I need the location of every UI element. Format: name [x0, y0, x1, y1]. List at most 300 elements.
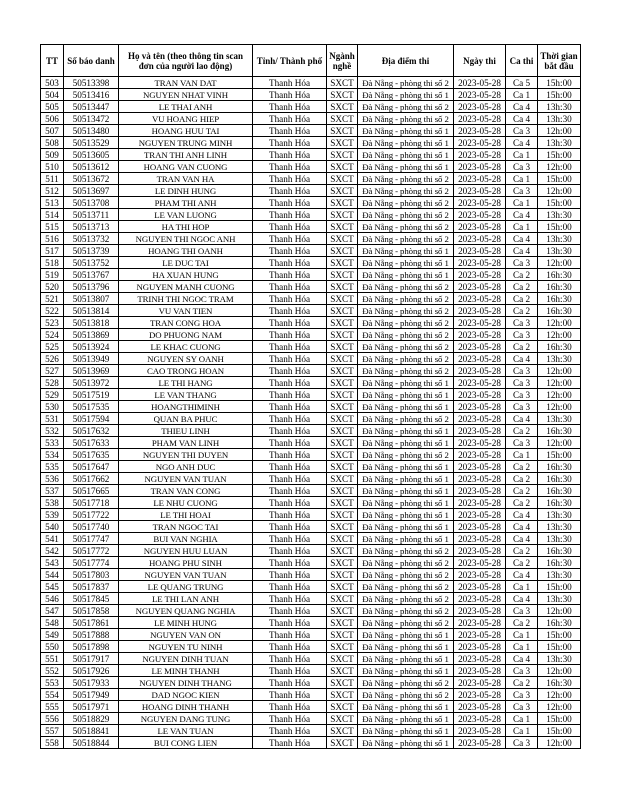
cell-ngay-thi: 2023-05-28 — [454, 509, 506, 521]
cell-dia-diem-thi: Đà Nẵng - phòng thi số 2 — [358, 221, 454, 233]
cell-ho-ten: NGUYEN VAN TUAN — [119, 569, 253, 581]
table-row — [41, 545, 581, 557]
cell-ca-thi: Ca 3 — [506, 389, 538, 401]
table-row — [41, 689, 581, 701]
cell-ho-ten: TRAN VAN HA — [119, 173, 253, 185]
cell-ca-thi: Ca 4 — [506, 113, 538, 125]
cell-tt: 544 — [41, 569, 64, 581]
cell-ca-thi: Ca 3 — [506, 329, 538, 341]
cell-tt: 537 — [41, 485, 64, 497]
cell-tinh-thanh-pho: Thanh Hóa — [253, 173, 327, 185]
cell-dia-diem-thi: Đà Nẵng - phòng thi số 1 — [358, 533, 454, 545]
cell-ngay-thi: 2023-05-28 — [454, 689, 506, 701]
table-row — [41, 197, 581, 209]
cell-tinh-thanh-pho: Thanh Hóa — [253, 473, 327, 485]
cell-dia-diem-thi: Đà Nẵng - phòng thi số 1 — [358, 125, 454, 137]
cell-tt: 503 — [41, 77, 64, 89]
table-row — [41, 77, 581, 89]
cell-ho-ten: HOANGTHIMINH — [119, 401, 253, 413]
cell-ho-ten: NGUYEN VAN TUAN — [119, 473, 253, 485]
cell-dia-diem-thi: Đà Nẵng - phòng thi số 1 — [358, 389, 454, 401]
cell-tinh-thanh-pho: Thanh Hóa — [253, 725, 327, 737]
header-row — [41, 45, 581, 77]
cell-so-bao-danh: 50513767 — [64, 269, 119, 281]
cell-ngay-thi: 2023-05-28 — [454, 365, 506, 377]
cell-tinh-thanh-pho: Thanh Hóa — [253, 713, 327, 725]
cell-so-bao-danh: 50513697 — [64, 185, 119, 197]
cell-thoi-gian-bat-dau: 15h:00 — [538, 629, 581, 641]
table-row — [41, 509, 581, 521]
cell-ca-thi: Ca 2 — [506, 677, 538, 689]
cell-ho-ten: LE THI LAN ANH — [119, 593, 253, 605]
cell-nganh-nghe: SXCT — [327, 737, 358, 749]
cell-nganh-nghe: SXCT — [327, 665, 358, 677]
header-ca-thi: Ca thi — [506, 45, 538, 77]
cell-tt: 513 — [41, 197, 64, 209]
cell-so-bao-danh: 50513924 — [64, 341, 119, 353]
cell-ho-ten: HOANG DINH THANH — [119, 701, 253, 713]
cell-ngay-thi: 2023-05-28 — [454, 629, 506, 641]
cell-tinh-thanh-pho: Thanh Hóa — [253, 509, 327, 521]
cell-nganh-nghe: SXCT — [327, 317, 358, 329]
cell-ca-thi: Ca 4 — [506, 653, 538, 665]
cell-so-bao-danh: 50517633 — [64, 437, 119, 449]
table-row — [41, 353, 581, 365]
cell-ngay-thi: 2023-05-28 — [454, 677, 506, 689]
cell-ho-ten: HOANG PHU SINH — [119, 557, 253, 569]
cell-ca-thi: Ca 3 — [506, 701, 538, 713]
cell-thoi-gian-bat-dau: 13h:30 — [538, 353, 581, 365]
cell-thoi-gian-bat-dau: 13h:30 — [538, 209, 581, 221]
cell-ho-ten: LE DINH HUNG — [119, 185, 253, 197]
table-row — [41, 317, 581, 329]
cell-ho-ten: NGUYEN NHAT VINH — [119, 89, 253, 101]
cell-ngay-thi: 2023-05-28 — [454, 581, 506, 593]
cell-thoi-gian-bat-dau: 12h:00 — [538, 605, 581, 617]
table-row — [41, 365, 581, 377]
cell-tt: 511 — [41, 173, 64, 185]
cell-so-bao-danh: 50517772 — [64, 545, 119, 557]
cell-nganh-nghe: SXCT — [327, 197, 358, 209]
cell-ngay-thi: 2023-05-28 — [454, 701, 506, 713]
cell-nganh-nghe: SXCT — [327, 521, 358, 533]
cell-tt: 553 — [41, 677, 64, 689]
cell-dia-diem-thi: Đà Nẵng - phòng thi số 1 — [358, 473, 454, 485]
cell-tinh-thanh-pho: Thanh Hóa — [253, 233, 327, 245]
cell-dia-diem-thi: Đà Nẵng - phòng thi số 2 — [358, 329, 454, 341]
cell-ho-ten: HA XUAN HUNG — [119, 269, 253, 281]
cell-tinh-thanh-pho: Thanh Hóa — [253, 737, 327, 749]
table-row — [41, 413, 581, 425]
cell-ho-ten: NGUYEN DINH THANG — [119, 677, 253, 689]
table-row — [41, 173, 581, 185]
cell-so-bao-danh: 50513814 — [64, 305, 119, 317]
table-body — [41, 77, 581, 749]
cell-tt: 522 — [41, 305, 64, 317]
cell-ca-thi: Ca 4 — [506, 533, 538, 545]
cell-thoi-gian-bat-dau: 12h:00 — [538, 317, 581, 329]
cell-tinh-thanh-pho: Thanh Hóa — [253, 521, 327, 533]
cell-dia-diem-thi: Đà Nẵng - phòng thi số 1 — [358, 257, 454, 269]
cell-thoi-gian-bat-dau: 12h:00 — [538, 125, 581, 137]
table-row — [41, 605, 581, 617]
cell-tinh-thanh-pho: Thanh Hóa — [253, 653, 327, 665]
cell-ca-thi: Ca 3 — [506, 161, 538, 173]
cell-ho-ten: LE VAN TUAN — [119, 725, 253, 737]
cell-tinh-thanh-pho: Thanh Hóa — [253, 281, 327, 293]
cell-nganh-nghe: SXCT — [327, 473, 358, 485]
cell-tt: 510 — [41, 161, 64, 173]
table-row — [41, 125, 581, 137]
cell-dia-diem-thi: Đà Nẵng - phòng thi số 2 — [358, 677, 454, 689]
cell-thoi-gian-bat-dau: 13h:30 — [538, 569, 581, 581]
cell-so-bao-danh: 50517917 — [64, 653, 119, 665]
cell-thoi-gian-bat-dau: 16h:30 — [538, 497, 581, 509]
cell-ho-ten: NGUYEN HUU LUAN — [119, 545, 253, 557]
cell-tinh-thanh-pho: Thanh Hóa — [253, 317, 327, 329]
cell-thoi-gian-bat-dau: 12h:00 — [538, 185, 581, 197]
cell-tt: 554 — [41, 689, 64, 701]
cell-ca-thi: Ca 4 — [506, 593, 538, 605]
cell-nganh-nghe: SXCT — [327, 77, 358, 89]
cell-ngay-thi: 2023-05-28 — [454, 185, 506, 197]
cell-ngay-thi: 2023-05-28 — [454, 173, 506, 185]
cell-so-bao-danh: 50513711 — [64, 209, 119, 221]
table-row — [41, 737, 581, 749]
cell-dia-diem-thi: Đà Nẵng - phòng thi số 1 — [358, 149, 454, 161]
cell-dia-diem-thi: Đà Nẵng - phòng thi số 1 — [358, 245, 454, 257]
cell-tt: 519 — [41, 269, 64, 281]
cell-ho-ten: TRAN THI ANH LINH — [119, 149, 253, 161]
cell-dia-diem-thi: Đà Nẵng - phòng thi số 1 — [358, 377, 454, 389]
cell-dia-diem-thi: Đà Nẵng - phòng thi số 2 — [358, 281, 454, 293]
cell-ngay-thi: 2023-05-28 — [454, 437, 506, 449]
header-ngay-thi: Ngày thi — [454, 45, 506, 77]
cell-dia-diem-thi: Đà Nẵng - phòng thi số 1 — [358, 89, 454, 101]
cell-ca-thi: Ca 2 — [506, 461, 538, 473]
cell-tinh-thanh-pho: Thanh Hóa — [253, 101, 327, 113]
cell-tt: 528 — [41, 377, 64, 389]
cell-ngay-thi: 2023-05-28 — [454, 137, 506, 149]
cell-ho-ten: LE KHAC CUONG — [119, 341, 253, 353]
cell-nganh-nghe: SXCT — [327, 341, 358, 353]
cell-thoi-gian-bat-dau: 13h:30 — [538, 521, 581, 533]
cell-ngay-thi: 2023-05-28 — [454, 413, 506, 425]
cell-ca-thi: Ca 4 — [506, 245, 538, 257]
cell-thoi-gian-bat-dau: 15h:00 — [538, 173, 581, 185]
cell-ho-ten: DO PHUONG NAM — [119, 329, 253, 341]
cell-tt: 543 — [41, 557, 64, 569]
cell-dia-diem-thi: Đà Nẵng - phòng thi số 1 — [358, 701, 454, 713]
cell-thoi-gian-bat-dau: 16h:30 — [538, 269, 581, 281]
table-row — [41, 725, 581, 737]
cell-thoi-gian-bat-dau: 16h:30 — [538, 557, 581, 569]
cell-nganh-nghe: SXCT — [327, 161, 358, 173]
cell-ho-ten: LE VAN THANG — [119, 389, 253, 401]
cell-nganh-nghe: SXCT — [327, 173, 358, 185]
cell-thoi-gian-bat-dau: 12h:00 — [538, 377, 581, 389]
cell-so-bao-danh: 50513732 — [64, 233, 119, 245]
cell-ca-thi: Ca 1 — [506, 89, 538, 101]
cell-ca-thi: Ca 1 — [506, 641, 538, 653]
cell-tinh-thanh-pho: Thanh Hóa — [253, 581, 327, 593]
table-row — [41, 665, 581, 677]
table-row — [41, 653, 581, 665]
cell-so-bao-danh: 50517933 — [64, 677, 119, 689]
cell-thoi-gian-bat-dau: 12h:00 — [538, 329, 581, 341]
cell-so-bao-danh: 50513796 — [64, 281, 119, 293]
cell-so-bao-danh: 50517665 — [64, 485, 119, 497]
header-so-bao-danh: Số báo danh — [64, 45, 119, 77]
cell-ca-thi: Ca 2 — [506, 293, 538, 305]
table-row — [41, 341, 581, 353]
cell-nganh-nghe: SXCT — [327, 605, 358, 617]
cell-ho-ten: LE DUC TAI — [119, 257, 253, 269]
cell-tt: 532 — [41, 425, 64, 437]
cell-ho-ten: LE QUANG TRUNG — [119, 581, 253, 593]
cell-tinh-thanh-pho: Thanh Hóa — [253, 425, 327, 437]
table-row — [41, 401, 581, 413]
cell-nganh-nghe: SXCT — [327, 137, 358, 149]
cell-ca-thi: Ca 3 — [506, 737, 538, 749]
cell-ca-thi: Ca 3 — [506, 365, 538, 377]
cell-ngay-thi: 2023-05-28 — [454, 257, 506, 269]
cell-tinh-thanh-pho: Thanh Hóa — [253, 329, 327, 341]
cell-thoi-gian-bat-dau: 13h:30 — [538, 245, 581, 257]
cell-dia-diem-thi: Đà Nẵng - phòng thi số 1 — [358, 437, 454, 449]
cell-ca-thi: Ca 4 — [506, 209, 538, 221]
cell-so-bao-danh: 50513752 — [64, 257, 119, 269]
table-row — [41, 593, 581, 605]
cell-ngay-thi: 2023-05-28 — [454, 641, 506, 653]
table-row — [41, 161, 581, 173]
cell-ngay-thi: 2023-05-28 — [454, 713, 506, 725]
header-nganh-nghe: Ngành nghề — [327, 45, 358, 77]
table-row — [41, 461, 581, 473]
cell-dia-diem-thi: Đà Nẵng - phòng thi số 2 — [358, 101, 454, 113]
cell-ca-thi: Ca 1 — [506, 173, 538, 185]
cell-nganh-nghe: SXCT — [327, 641, 358, 653]
cell-tt: 516 — [41, 233, 64, 245]
cell-thoi-gian-bat-dau: 16h:30 — [538, 545, 581, 557]
table-row — [41, 209, 581, 221]
cell-ho-ten: HOANG THI OANH — [119, 245, 253, 257]
cell-nganh-nghe: SXCT — [327, 557, 358, 569]
cell-tt: 523 — [41, 317, 64, 329]
cell-so-bao-danh: 50513612 — [64, 161, 119, 173]
cell-thoi-gian-bat-dau: 12h:00 — [538, 365, 581, 377]
cell-ngay-thi: 2023-05-28 — [454, 473, 506, 485]
cell-dia-diem-thi: Đà Nẵng - phòng thi số 2 — [358, 365, 454, 377]
cell-ca-thi: Ca 2 — [506, 497, 538, 509]
cell-ca-thi: Ca 2 — [506, 485, 538, 497]
cell-tt: 507 — [41, 125, 64, 137]
cell-nganh-nghe: SXCT — [327, 413, 358, 425]
cell-tt: 556 — [41, 713, 64, 725]
cell-ho-ten: CAO TRONG HOAN — [119, 365, 253, 377]
cell-tinh-thanh-pho: Thanh Hóa — [253, 629, 327, 641]
cell-nganh-nghe: SXCT — [327, 101, 358, 113]
cell-thoi-gian-bat-dau: 13h:30 — [538, 533, 581, 545]
table-row — [41, 257, 581, 269]
cell-nganh-nghe: SXCT — [327, 293, 358, 305]
cell-nganh-nghe: SXCT — [327, 377, 358, 389]
table-row — [41, 581, 581, 593]
cell-ca-thi: Ca 4 — [506, 413, 538, 425]
cell-tt: 504 — [41, 89, 64, 101]
cell-ca-thi: Ca 3 — [506, 437, 538, 449]
cell-ho-ten: PHAM THI ANH — [119, 197, 253, 209]
cell-tinh-thanh-pho: Thanh Hóa — [253, 449, 327, 461]
cell-thoi-gian-bat-dau: 12h:00 — [538, 161, 581, 173]
cell-so-bao-danh: 50513969 — [64, 365, 119, 377]
cell-tinh-thanh-pho: Thanh Hóa — [253, 665, 327, 677]
table-row — [41, 233, 581, 245]
table-row — [41, 569, 581, 581]
cell-ngay-thi: 2023-05-28 — [454, 485, 506, 497]
cell-tinh-thanh-pho: Thanh Hóa — [253, 401, 327, 413]
cell-ho-ten: NGUYEN MANH CUONG — [119, 281, 253, 293]
cell-ca-thi: Ca 3 — [506, 185, 538, 197]
cell-so-bao-danh: 50517718 — [64, 497, 119, 509]
cell-thoi-gian-bat-dau: 16h:30 — [538, 293, 581, 305]
cell-tinh-thanh-pho: Thanh Hóa — [253, 533, 327, 545]
cell-nganh-nghe: SXCT — [327, 353, 358, 365]
cell-dia-diem-thi: Đà Nẵng - phòng thi số 2 — [358, 113, 454, 125]
cell-thoi-gian-bat-dau: 16h:30 — [538, 281, 581, 293]
cell-ngay-thi: 2023-05-28 — [454, 77, 506, 89]
cell-tinh-thanh-pho: Thanh Hóa — [253, 185, 327, 197]
cell-ngay-thi: 2023-05-28 — [454, 425, 506, 437]
cell-so-bao-danh: 50517722 — [64, 509, 119, 521]
cell-so-bao-danh: 50517519 — [64, 389, 119, 401]
cell-so-bao-danh: 50517662 — [64, 473, 119, 485]
cell-ngay-thi: 2023-05-28 — [454, 377, 506, 389]
cell-ho-ten: QUAN BA PHUC — [119, 413, 253, 425]
cell-tinh-thanh-pho: Thanh Hóa — [253, 341, 327, 353]
cell-ngay-thi: 2023-05-28 — [454, 341, 506, 353]
cell-ho-ten: NGUYEN TRUNG MINH — [119, 137, 253, 149]
cell-tinh-thanh-pho: Thanh Hóa — [253, 569, 327, 581]
cell-ngay-thi: 2023-05-28 — [454, 653, 506, 665]
cell-tt: 540 — [41, 521, 64, 533]
cell-thoi-gian-bat-dau: 13h:30 — [538, 413, 581, 425]
header-dia-diem-thi: Địa điểm thi — [358, 45, 454, 77]
cell-tt: 515 — [41, 221, 64, 233]
cell-ngay-thi: 2023-05-28 — [454, 389, 506, 401]
cell-ho-ten: TRAN NGOC TAI — [119, 521, 253, 533]
cell-ho-ten: NGUYEN DANG TUNG — [119, 713, 253, 725]
cell-thoi-gian-bat-dau: 12h:00 — [538, 665, 581, 677]
cell-nganh-nghe: SXCT — [327, 149, 358, 161]
cell-tinh-thanh-pho: Thanh Hóa — [253, 485, 327, 497]
cell-dia-diem-thi: Đà Nẵng - phòng thi số 2 — [358, 341, 454, 353]
cell-ho-ten: TRAN VAN CONG — [119, 485, 253, 497]
cell-dia-diem-thi: Đà Nẵng - phòng thi số 2 — [358, 77, 454, 89]
cell-ngay-thi: 2023-05-28 — [454, 329, 506, 341]
cell-tinh-thanh-pho: Thanh Hóa — [253, 77, 327, 89]
cell-dia-diem-thi: Đà Nẵng - phòng thi số 2 — [358, 317, 454, 329]
cell-ho-ten: NGUYEN TU NINH — [119, 641, 253, 653]
table-row — [41, 245, 581, 257]
cell-nganh-nghe: SXCT — [327, 689, 358, 701]
table-row — [41, 521, 581, 533]
cell-ngay-thi: 2023-05-28 — [454, 533, 506, 545]
cell-tt: 509 — [41, 149, 64, 161]
cell-ngay-thi: 2023-05-28 — [454, 569, 506, 581]
cell-thoi-gian-bat-dau: 13h:30 — [538, 137, 581, 149]
cell-nganh-nghe: SXCT — [327, 677, 358, 689]
cell-thoi-gian-bat-dau: 13h:30 — [538, 653, 581, 665]
cell-tt: 518 — [41, 257, 64, 269]
table-row — [41, 389, 581, 401]
cell-tinh-thanh-pho: Thanh Hóa — [253, 113, 327, 125]
cell-tt: 548 — [41, 617, 64, 629]
cell-tt: 526 — [41, 353, 64, 365]
table-row — [41, 221, 581, 233]
cell-so-bao-danh: 50513949 — [64, 353, 119, 365]
cell-nganh-nghe: SXCT — [327, 281, 358, 293]
cell-so-bao-danh: 50513605 — [64, 149, 119, 161]
cell-tinh-thanh-pho: Thanh Hóa — [253, 605, 327, 617]
table-row — [41, 485, 581, 497]
cell-thoi-gian-bat-dau: 15h:00 — [538, 581, 581, 593]
table-row — [41, 293, 581, 305]
cell-nganh-nghe: SXCT — [327, 113, 358, 125]
cell-thoi-gian-bat-dau: 16h:30 — [538, 617, 581, 629]
cell-ngay-thi: 2023-05-28 — [454, 449, 506, 461]
cell-ngay-thi: 2023-05-28 — [454, 497, 506, 509]
cell-tt: 557 — [41, 725, 64, 737]
cell-nganh-nghe: SXCT — [327, 569, 358, 581]
cell-so-bao-danh: 50518841 — [64, 725, 119, 737]
cell-tinh-thanh-pho: Thanh Hóa — [253, 701, 327, 713]
cell-thoi-gian-bat-dau: 16h:30 — [538, 341, 581, 353]
table-row — [41, 497, 581, 509]
cell-dia-diem-thi: Đà Nẵng - phòng thi số 1 — [358, 425, 454, 437]
cell-nganh-nghe: SXCT — [327, 725, 358, 737]
cell-ngay-thi: 2023-05-28 — [454, 281, 506, 293]
cell-so-bao-danh: 50513739 — [64, 245, 119, 257]
cell-ho-ten: BUI CONG LIEN — [119, 737, 253, 749]
cell-ngay-thi: 2023-05-28 — [454, 317, 506, 329]
cell-ngay-thi: 2023-05-28 — [454, 245, 506, 257]
cell-ho-ten: TRAN CONG HOA — [119, 317, 253, 329]
cell-ngay-thi: 2023-05-28 — [454, 269, 506, 281]
cell-ngay-thi: 2023-05-28 — [454, 521, 506, 533]
cell-ca-thi: Ca 1 — [506, 725, 538, 737]
cell-dia-diem-thi: Đà Nẵng - phòng thi số 1 — [358, 653, 454, 665]
cell-ca-thi: Ca 2 — [506, 281, 538, 293]
cell-dia-diem-thi: Đà Nẵng - phòng thi số 1 — [358, 269, 454, 281]
cell-tt: 531 — [41, 413, 64, 425]
cell-tt: 524 — [41, 329, 64, 341]
cell-ho-ten: NGUYEN SY OANH — [119, 353, 253, 365]
cell-thoi-gian-bat-dau: 16h:30 — [538, 425, 581, 437]
cell-nganh-nghe: SXCT — [327, 581, 358, 593]
cell-tt: 512 — [41, 185, 64, 197]
cell-ho-ten: PHAM VAN LINH — [119, 437, 253, 449]
cell-tt: 545 — [41, 581, 64, 593]
table-row — [41, 617, 581, 629]
cell-ho-ten: NGUYEN DINH TUAN — [119, 653, 253, 665]
cell-nganh-nghe: SXCT — [327, 185, 358, 197]
cell-tt: 505 — [41, 101, 64, 113]
header-thoi-gian-bat-dau: Thời gian bắt đầu — [538, 45, 581, 77]
cell-so-bao-danh: 50517837 — [64, 581, 119, 593]
cell-ca-thi: Ca 2 — [506, 545, 538, 557]
cell-tt: 558 — [41, 737, 64, 749]
